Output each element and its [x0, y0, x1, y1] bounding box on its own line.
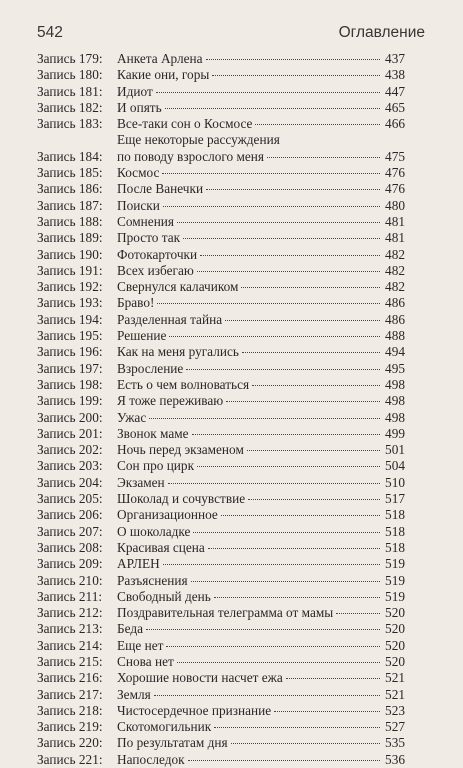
entry-label: Запись 191:: [37, 262, 103, 278]
entry-title-block: [117, 654, 405, 670]
entry-page-number: 488: [385, 328, 405, 344]
entry-label: Запись 217:: [37, 686, 103, 702]
entry-label: Запись 194:: [37, 311, 103, 327]
entry-page-number: 481: [385, 213, 405, 229]
entry-title: О шоколадке: [117, 523, 191, 539]
dot-leader: [163, 206, 380, 207]
dot-leader: [186, 369, 380, 370]
dot-leader: [146, 629, 380, 630]
entry-label: Запись 219:: [37, 719, 103, 735]
entry-page-number: 518: [385, 507, 405, 523]
entry-title-block: [117, 589, 405, 605]
entry-label: Запись 193:: [37, 295, 103, 311]
dot-leader: [255, 124, 380, 125]
dot-leader: [177, 222, 380, 223]
entry-label: Запись 212:: [37, 605, 103, 621]
toc-entry: [37, 295, 405, 311]
entry-label: Запись 190:: [37, 246, 103, 262]
entry-title-block: [117, 540, 405, 556]
entry-page-number: 438: [385, 67, 405, 83]
toc-entry: [37, 377, 405, 393]
entry-title: Все-таки сон о Космосе: [117, 116, 253, 132]
entry-title: Решение: [117, 328, 167, 344]
entry-title: Скотомогильник: [117, 719, 212, 735]
entry-page-number: 520: [385, 621, 405, 637]
entry-page-number: 482: [385, 246, 405, 262]
dot-leader: [188, 760, 380, 761]
entry-title: Я тоже переживаю: [117, 393, 224, 409]
entry-title: Всех избегаю: [117, 262, 194, 278]
toc-entry: [37, 752, 405, 768]
entry-page-number: 518: [385, 539, 405, 555]
toc-entry: [37, 524, 405, 540]
dot-leader: [149, 418, 380, 419]
dot-leader: [165, 108, 380, 109]
entry-title-block: [117, 132, 405, 165]
dot-leader: [214, 727, 380, 728]
entry-title-block: [117, 51, 405, 67]
entry-label: Запись 215:: [37, 653, 103, 669]
entry-label: Запись 199:: [37, 393, 103, 409]
entry-page-number: 501: [385, 442, 405, 458]
entry-title: по поводу взрослого меня: [117, 148, 265, 164]
entry-title-block: [117, 573, 405, 589]
toc-entry: [37, 263, 405, 279]
entry-page-number: 519: [385, 588, 405, 604]
entry-title-block: [117, 426, 405, 442]
entry-title: Просто так: [117, 230, 181, 246]
entry-page-number: 519: [385, 556, 405, 572]
entry-page-number: 535: [385, 735, 405, 751]
toc-entry: [37, 181, 405, 197]
entry-label: Запись 200:: [37, 409, 103, 425]
entry-label: Запись 204:: [37, 474, 103, 490]
toc-entry: [37, 116, 405, 132]
toc-entry: [37, 393, 405, 409]
toc-entry: [37, 670, 405, 686]
entry-title: Беда: [117, 621, 144, 637]
entry-title: Какие они, горы: [117, 67, 210, 83]
toc-entry: [37, 214, 405, 230]
entry-page-number: 498: [385, 376, 405, 392]
entry-title: Поздравительная телеграмма от мамы: [117, 605, 334, 621]
toc-entry: [37, 573, 405, 589]
entry-title-block: [117, 507, 405, 523]
entry-title-block: [117, 393, 405, 409]
toc-entry: [37, 735, 405, 751]
toc-entry: [37, 328, 405, 344]
entry-page-number: 523: [385, 702, 405, 718]
entry-title-block: [117, 719, 405, 735]
entry-title-block: [117, 116, 405, 132]
entry-title-block: [117, 605, 405, 621]
entry-title: Космос: [117, 165, 160, 181]
entry-title-block: [117, 735, 405, 751]
entry-page-number: 504: [385, 458, 405, 474]
toc-entry: [37, 67, 405, 83]
entry-page-number: 480: [385, 197, 405, 213]
entry-page-number: 447: [385, 83, 405, 99]
entry-label: Запись 188:: [37, 213, 103, 229]
entry-label: Запись 196:: [37, 344, 103, 360]
entry-title-block: [117, 377, 405, 393]
entry-page-number: 521: [385, 670, 405, 686]
entry-label: Запись 218:: [37, 702, 103, 718]
entry-title: Напоследок: [117, 751, 185, 767]
toc-entry: [37, 621, 405, 637]
dot-leader: [157, 303, 380, 304]
entry-title-block: [117, 687, 405, 703]
toc-entry: [37, 247, 405, 263]
toc-entry: [37, 361, 405, 377]
entry-title: По результатам дня: [117, 735, 228, 751]
toc-entry: [37, 426, 405, 442]
entry-label: Запись 180:: [37, 67, 103, 83]
entry-page-number: 481: [385, 230, 405, 246]
entry-label: Запись 189:: [37, 230, 103, 246]
dot-leader: [156, 92, 380, 93]
entry-page-number: 519: [385, 572, 405, 588]
dot-leader: [200, 255, 380, 256]
entry-title-block: [117, 312, 405, 328]
toc-entry: [37, 638, 405, 654]
entry-page-number: 499: [385, 425, 405, 441]
toc-entry: [37, 458, 405, 474]
entry-title-block: [117, 621, 405, 637]
entry-label: Запись 210:: [37, 572, 103, 588]
entry-title: Как на меня ругались: [117, 344, 239, 360]
entry-page-number: 520: [385, 605, 405, 621]
dot-leader: [336, 613, 380, 614]
page-number: 542: [37, 24, 63, 41]
entry-page-number: 486: [385, 311, 405, 327]
table-of-contents: [37, 51, 405, 768]
dot-leader: [169, 336, 380, 337]
entry-label: Запись 208:: [37, 539, 103, 555]
entry-page-number: 476: [385, 181, 405, 197]
entry-label: Запись 186:: [37, 181, 103, 197]
entry-title-block: [117, 556, 405, 572]
entry-page-number: 520: [385, 653, 405, 669]
entry-title-block: [117, 361, 405, 377]
entry-title-block: [117, 67, 405, 83]
entry-label: Запись 198:: [37, 376, 103, 392]
entry-label: Запись 206:: [37, 507, 103, 523]
entry-title-block: [117, 475, 405, 491]
entry-title: Есть о чем волноваться: [117, 376, 250, 392]
entry-title: АРЛЕН: [117, 556, 160, 572]
entry-label: Запись 221:: [37, 751, 103, 767]
entry-label: Запись 184:: [37, 148, 103, 164]
entry-title-block: [117, 295, 405, 311]
toc-entry: [37, 605, 405, 621]
dot-leader: [166, 646, 380, 647]
entry-page-number: 465: [385, 99, 405, 115]
entry-title-block: [117, 328, 405, 344]
toc-entry: [37, 230, 405, 246]
entry-title: Чистосердечное признание: [117, 702, 272, 718]
toc-entry: [37, 344, 405, 360]
dot-leader: [197, 466, 380, 467]
entry-label: Запись 211:: [37, 588, 103, 604]
dot-leader: [162, 173, 380, 174]
toc-entry: [37, 687, 405, 703]
entry-label: Запись 179:: [37, 51, 103, 66]
entry-page-number: 494: [385, 344, 405, 360]
dot-leader: [286, 678, 380, 679]
entry-title-block: [117, 344, 405, 360]
entry-title: Браво!: [117, 295, 155, 311]
entry-page-number: 476: [385, 165, 405, 181]
entry-label: Запись 192:: [37, 279, 103, 295]
entry-page-number: 482: [385, 262, 405, 278]
toc-entry: [37, 540, 405, 556]
entry-title-block: [117, 230, 405, 246]
dot-leader: [241, 287, 380, 288]
dot-leader: [248, 499, 380, 500]
toc-entry: [37, 475, 405, 491]
entry-title: Идиот: [117, 83, 153, 99]
entry-title: Разъяснения: [117, 572, 188, 588]
toc-entry: [37, 410, 405, 426]
entry-title: Снова нет: [117, 653, 174, 669]
dot-leader: [177, 662, 380, 663]
entry-title-block: [117, 491, 405, 507]
entry-title-block: [117, 214, 405, 230]
section-title: Оглавление: [338, 24, 425, 41]
entry-title-block: [117, 410, 405, 426]
dot-leader: [212, 75, 380, 76]
entry-page-number: 486: [385, 295, 405, 311]
dot-leader: [191, 581, 380, 582]
entry-title-block: [117, 263, 405, 279]
entry-label: Запись 181:: [37, 83, 103, 99]
entry-title-block: [117, 752, 405, 768]
entry-title: Поиски: [117, 197, 160, 213]
entry-title-block: [117, 442, 405, 458]
entry-title: После Ванечки: [117, 181, 204, 197]
dot-leader: [208, 548, 380, 549]
entry-title: Земля: [117, 686, 151, 702]
toc-entry: [37, 654, 405, 670]
entry-title: Организационное: [117, 507, 218, 523]
entry-page-number: 498: [385, 409, 405, 425]
entry-page-number: 521: [385, 686, 405, 702]
entry-title-line: Еще некоторые рассуждения: [117, 132, 280, 148]
entry-label: Запись 197:: [37, 360, 103, 376]
entry-label: Запись 195:: [37, 328, 103, 344]
entry-title: Свободный день: [117, 588, 211, 604]
toc-entry: [37, 51, 405, 67]
entry-page-number: 517: [385, 491, 405, 507]
dot-leader: [154, 695, 380, 696]
dot-leader: [163, 564, 380, 565]
entry-page-number: 437: [385, 51, 405, 66]
entry-title-block: [117, 703, 405, 719]
entry-title: Фотокарточки: [117, 246, 198, 262]
entry-title: Еще нет: [117, 637, 164, 653]
entry-page-number: 466: [385, 116, 405, 132]
entry-label: Запись 201:: [37, 425, 103, 441]
entry-title: Экзамен: [117, 474, 165, 490]
toc-entry: [37, 507, 405, 523]
entry-label: Запись 213:: [37, 621, 103, 637]
entry-label: Запись 205:: [37, 491, 103, 507]
dot-leader: [226, 401, 380, 402]
entry-title: Шоколад и сочувствие: [117, 491, 246, 507]
toc-entry: [37, 198, 405, 214]
entry-title: Сомнения: [117, 213, 175, 229]
dot-leader: [183, 238, 380, 239]
dot-leader: [231, 743, 380, 744]
dot-leader: [274, 711, 380, 712]
entry-page-number: 482: [385, 279, 405, 295]
entry-title-block: [117, 279, 405, 295]
toc-entry: [37, 556, 405, 572]
page-header: [0, 0, 463, 44]
dot-leader: [193, 532, 380, 533]
entry-label: Запись 216:: [37, 670, 103, 686]
toc-entry: [37, 165, 405, 181]
entry-label: Запись 185:: [37, 165, 103, 181]
entry-page-number: 520: [385, 637, 405, 653]
entry-page-number: 498: [385, 393, 405, 409]
entry-page-number: 518: [385, 523, 405, 539]
entry-title-block: [117, 247, 405, 263]
toc-entry: [37, 442, 405, 458]
toc-entry: [37, 703, 405, 719]
dot-leader: [252, 385, 380, 386]
entry-title-block: [117, 524, 405, 540]
entry-label: Запись 220:: [37, 735, 103, 751]
entry-title: Ночь перед экзаменом: [117, 442, 244, 458]
toc-entry: [37, 312, 405, 328]
entry-title-block: [117, 670, 405, 686]
entry-title-block: [117, 458, 405, 474]
dot-leader: [221, 515, 380, 516]
entry-title: Звонок маме: [117, 425, 189, 441]
entry-title: Свернулся калачиком: [117, 279, 239, 295]
entry-page-number: 510: [385, 474, 405, 490]
entry-title-block: [117, 165, 405, 181]
entry-title-block: [117, 198, 405, 214]
entry-label: Запись 182:: [37, 99, 103, 115]
entry-title: Ужас: [117, 409, 147, 425]
dot-leader: [225, 320, 380, 321]
entry-title: Анкета Арлена: [117, 51, 203, 66]
dot-leader: [267, 157, 380, 158]
entry-page-number: 536: [385, 751, 405, 767]
entry-title: Взросление: [117, 360, 184, 376]
toc-entry: [37, 100, 405, 116]
entry-label: Запись 187:: [37, 197, 103, 213]
entry-page-number: 495: [385, 360, 405, 376]
entry-title-block: [117, 181, 405, 197]
dot-leader: [168, 483, 380, 484]
dot-leader: [206, 59, 380, 60]
entry-label: Запись 209:: [37, 556, 103, 572]
dot-leader: [242, 352, 380, 353]
entry-title: Сон про цирк: [117, 458, 195, 474]
entry-page-number: 527: [385, 719, 405, 735]
entry-label: Запись 214:: [37, 637, 103, 653]
entry-label: Запись 203:: [37, 458, 103, 474]
entry-title-block: [117, 84, 405, 100]
entry-title-block: [117, 100, 405, 116]
toc-entry: [37, 589, 405, 605]
dot-leader: [206, 189, 380, 190]
toc-entry: [37, 279, 405, 295]
toc-entry: [37, 84, 405, 100]
entry-title: Хорошие новости насчет ежа: [117, 670, 283, 686]
entry-label: Запись 207:: [37, 523, 103, 539]
entry-label: Запись 202:: [37, 442, 103, 458]
dot-leader: [247, 450, 380, 451]
entry-title: Разделенная тайна: [117, 311, 223, 327]
dot-leader: [214, 597, 380, 598]
toc-entry: [37, 132, 405, 165]
entry-title-block: [117, 638, 405, 654]
entry-title: И опять: [117, 99, 162, 115]
entry-page-number: 475: [385, 148, 405, 164]
toc-entry: [37, 719, 405, 735]
dot-leader: [192, 434, 380, 435]
entry-title: Красивая сцена: [117, 539, 205, 555]
toc-entry: [37, 491, 405, 507]
entry-label: Запись 183:: [37, 116, 103, 132]
dot-leader: [197, 271, 380, 272]
